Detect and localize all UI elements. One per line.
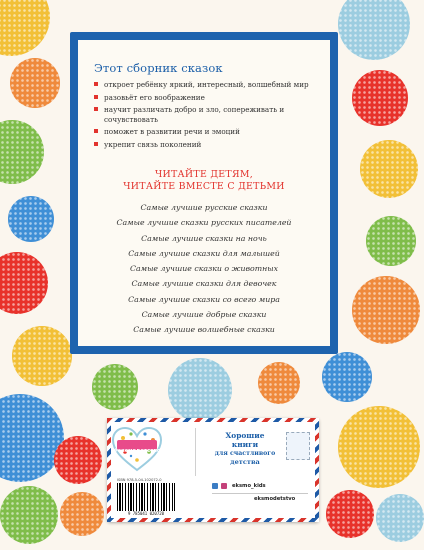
decorative-circle [326, 490, 374, 538]
benefit-item: научит различать добро и зло, сопереживать и сочувствовать [94, 105, 322, 124]
decorative-circle [10, 58, 60, 108]
decorative-circle [258, 362, 300, 404]
benefit-item: откроет ребёнку яркий, интересный, волшебный мир [94, 80, 322, 90]
decorative-circle [0, 0, 50, 56]
bullet-square-icon [94, 95, 98, 99]
decorative-circle [0, 252, 48, 314]
decorative-circle [352, 70, 408, 126]
series-title: Самые лучшие сказки со всего мира [128, 294, 280, 304]
benefit-item: укрепит связь поколений [94, 140, 322, 150]
benefit-item: разовьёт его воображение [94, 93, 322, 103]
social-links [212, 483, 266, 489]
decorative-circle [12, 326, 72, 386]
decorative-circle [8, 196, 54, 242]
series-title: Самые лучшие сказки о животных [129, 264, 278, 274]
decorative-circle [92, 364, 138, 410]
decorative-circle [338, 0, 410, 60]
decorative-circle [360, 140, 418, 198]
website-label[interactable]: eksmodetstvo [254, 496, 296, 502]
series-titles-list [78, 200, 330, 338]
collection-heading: Этот сборник сказок [94, 61, 223, 75]
decorative-circle [352, 276, 420, 344]
series-title: Самые лучшие сказки на ночь [141, 233, 267, 243]
reading-slogan: ЧИТАЙТЕ ДЕТЯМ, ЧИТАЙТЕ ВМЕСТЕ С ДЕТЬМИ [123, 169, 285, 192]
bullet-square-icon [94, 142, 98, 146]
decorative-circle [376, 494, 424, 542]
series-title: Самые лучшие сказки для малышей [128, 248, 280, 258]
eksmo-detstvo-logo [113, 440, 161, 455]
decorative-circle [322, 352, 372, 402]
instagram-icon[interactable] [221, 483, 227, 489]
benefits-list [94, 80, 322, 150]
vk-icon[interactable] [212, 483, 218, 489]
decorative-circle [0, 486, 58, 544]
benefit-item: поможет в развитии речи и эмоций [94, 127, 322, 137]
series-title: Самые лучшие сказки русских писателей [116, 218, 292, 228]
divider [212, 493, 308, 494]
series-title: Самые лучшие добрые сказки [141, 310, 267, 320]
isbn-label: ISBN 978-5-04-102072-0 [117, 478, 162, 482]
card-slogan: Хорошие книги для счастливого детства [214, 431, 276, 466]
series-title: Самые лучшие русские сказки [140, 203, 268, 212]
bullet-square-icon [94, 82, 98, 86]
series-title: Самые лучшие сказки для девочек [131, 279, 277, 289]
social-handle[interactable]: eksmo_kids [232, 483, 266, 489]
barcode-number: 9 785041 020720 [127, 511, 165, 516]
svg-text:#эксмодетство: #эксмодетство [113, 448, 161, 455]
decorative-circle [60, 492, 104, 536]
bullet-square-icon [94, 129, 98, 133]
postage-stamp-icon [286, 432, 310, 460]
decorative-circle [0, 394, 64, 482]
decorative-circle [338, 406, 420, 488]
decorative-circle [0, 120, 44, 184]
bullet-square-icon [94, 107, 98, 111]
decorative-circle [168, 358, 232, 422]
series-title: Самые лучшие волшебные сказки [133, 325, 275, 335]
decorative-circle [366, 216, 416, 266]
decorative-circle [54, 436, 102, 484]
barcode-icon [117, 483, 175, 511]
logo-label [113, 445, 161, 455]
